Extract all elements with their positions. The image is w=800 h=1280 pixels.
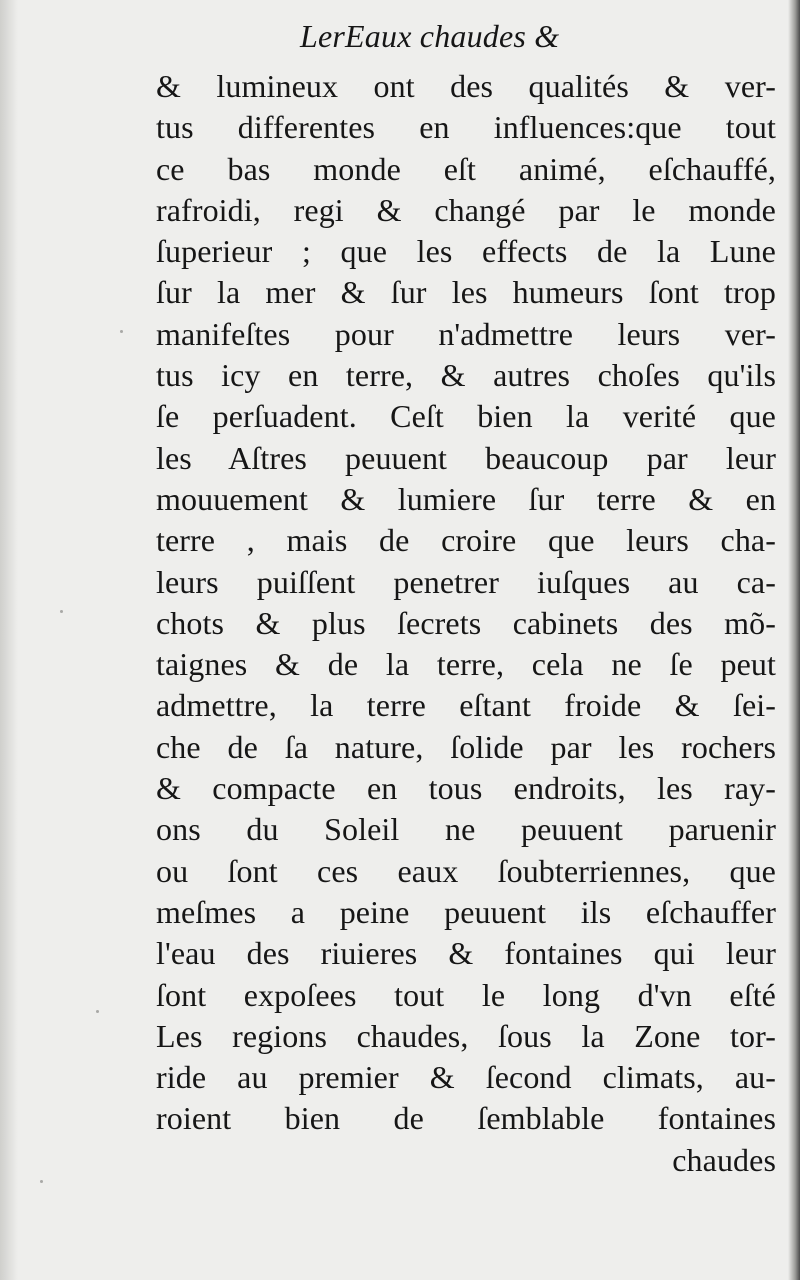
text-line: ſont expoſees tout le long d'vn eſté xyxy=(156,976,776,1013)
text-line: mouuement & lumiere ſur terre & en xyxy=(156,480,776,517)
text-line: ſur la mer & ſur les humeurs ſont trop xyxy=(156,274,776,311)
text-line: tus icy en terre, & autres choſes qu'ils xyxy=(156,357,776,394)
text-line: les Aſtres peuuent beaucoup par leur xyxy=(156,439,776,476)
text-line: & lumineux ont des qualités & ver- xyxy=(156,68,776,104)
text-line: rafroidi, regi & changé par le monde xyxy=(156,191,776,228)
paper-speck xyxy=(60,610,63,613)
text-line: taignes & de la terre, cela ne ſe peut xyxy=(156,646,776,683)
text-line: ou ſont ces eaux ſoubterriennes, que xyxy=(156,852,776,889)
text-line: meſmes a peine peuuent ils eſchauffer xyxy=(156,893,776,930)
running-head: LerEaux chaudes & xyxy=(300,18,560,54)
text-line: che de ſa nature, ſolide par les rochers xyxy=(156,728,776,765)
text-line: ſe perſuadent. Ceſt bien la verité que xyxy=(156,398,776,435)
body-text xyxy=(156,66,776,1181)
text-line: ons du Soleil ne peuuent paruenir xyxy=(156,811,776,848)
paper-speck xyxy=(40,1180,43,1183)
text-line: ride au premier & ſecond climats, au- xyxy=(156,1059,776,1096)
text-line: leurs puiſſent penetrer iuſques au ca- xyxy=(156,563,776,600)
text-line: terre , mais de croire que leurs cha- xyxy=(156,522,776,559)
gutter-shadow xyxy=(0,0,18,1280)
text-line: & compacte en tous endroits, les ray- xyxy=(156,770,776,807)
paper-speck xyxy=(120,330,123,333)
page-edge xyxy=(788,0,800,1280)
text-line: roient bien de ſemblable fontaines xyxy=(156,1100,776,1137)
text-line: chots & plus ſecrets cabinets des mõ- xyxy=(156,604,776,641)
text-line: ſuperieur ; que les effects de la Lune xyxy=(156,233,776,270)
text-line: admettre, la terre eſtant froide & ſei- xyxy=(156,687,776,724)
text-line: l'eau des riuieres & fontaines qui leur xyxy=(156,935,776,972)
catchword: chaudes xyxy=(672,1141,776,1178)
text-line: tus differentes en influences:que tout xyxy=(156,109,776,146)
text-line: manifeſtes pour n'admettre leurs ver- xyxy=(156,315,776,352)
text-line: ce bas monde eſt animé, eſchauffé, xyxy=(156,150,776,187)
text-line: Les regions chaudes, ſous la Zone tor- xyxy=(156,1017,776,1054)
paper-speck xyxy=(96,1010,99,1013)
